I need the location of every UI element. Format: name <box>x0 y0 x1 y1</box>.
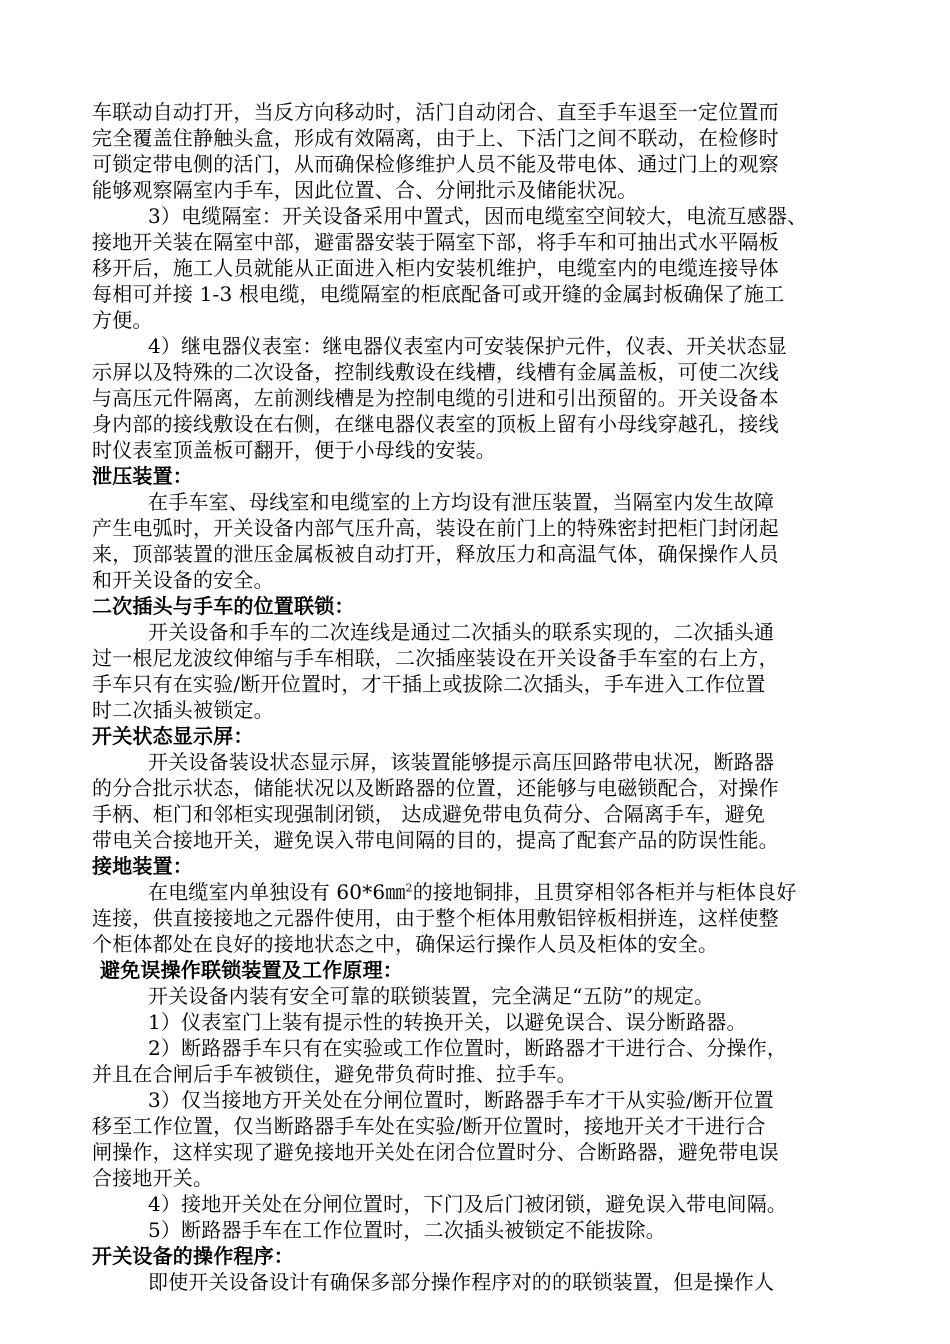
section-heading: 开关状态显示屏： <box>92 724 254 748</box>
text-line: 可锁定带电侧的活门，从而确保检修维护人员不能及带电体、通过门上的观察 <box>92 152 779 176</box>
text-line: 过一根尼龙波纹伸缩与手车相联，二次插座装设在开关设备手车室的右上方， <box>92 646 779 670</box>
text-line: 移开后，施工人员就能从正面进入柜内安装机维护，电缆室内的电缆连接导体 <box>92 256 779 280</box>
text-line: 开关设备内装有安全可靠的联锁装置，完全满足“五防”的规定。 <box>148 984 715 1008</box>
text-line: 车联动自动打开，当反方向移动时，活门自动闭合、直至手车退至一定位置而 <box>92 100 779 124</box>
text-line: 的分合批示状态，储能状况以及断路器的位置，还能够与电磁锁配合，对操作 <box>92 776 779 800</box>
text-line: 带电关合接地开关，避免误入带电间隔的目的，提高了配套产品的防误性能。 <box>92 828 779 852</box>
text-line: 时二次插头被锁定。 <box>92 698 274 722</box>
superscript: 2 <box>405 881 413 895</box>
text-line: 来，顶部装置的泄压金属板被自动打开，释放压力和高温气体，确保操作人员 <box>92 542 779 566</box>
text-line: 与高压元件隔离，左前测线槽是为控制电缆的引进和引出预留的。开关设备本 <box>92 386 779 410</box>
text-line: 能够观察隔室内手车，因此位置、合、分闸批示及储能状况。 <box>92 178 638 202</box>
text-line: 手柄、柜门和邻柜实现强制闭锁， 达成避免带电负荷分、合隔离手车，避免 <box>92 802 766 826</box>
text-line: 连接，供直接接地之元器件使用，由于整个柜体用敷铝锌板相拼连，这样使整 <box>92 906 779 930</box>
text-line <box>148 879 797 905</box>
text-line: 并且在合闸后手车被锁住，避免带负荷时推、拉手车。 <box>92 1062 577 1086</box>
text-line: 示屏以及特殊的二次设备，控制线敷设在线槽，线槽有金属盖板，可使二次线 <box>92 360 779 384</box>
text-line: 开关设备装设状态显示屏，该装置能够提示高压回路带电状况，断路器 <box>148 750 775 774</box>
text-line: 接地开关装在隔室中部，避雷器安装于隔室下部，将手车和可抽出式水平隔板 <box>92 230 779 254</box>
section-heading: 接地装置： <box>92 854 193 878</box>
text-line: 每相可并接 1-3 根电缆，电缆隔室的柜底配备可或开缝的金属封板确保了施工 <box>92 282 785 306</box>
text-line: 和开关设备的安全。 <box>92 568 274 592</box>
text-line: 1）仪表室门上装有提示性的转换开关，以避免误合、误分断路器。 <box>148 1010 747 1034</box>
text-line: 方便。 <box>92 308 153 332</box>
text-line: 完全覆盖住静触头盒，形成有效隔离，由于上、下活门之间不联动，在检修时 <box>92 126 779 150</box>
section-heading: 避免误操作联锁装置及工作原理： <box>100 958 403 982</box>
section-heading: 二次插头与手车的位置联锁： <box>92 594 355 618</box>
text-line: 5）断路器手车在工作位置时，二次插头被锁定不能拔除。 <box>148 1218 666 1242</box>
text-line: 开关设备和手车的二次连线是通过二次插头的联系实现的，二次插头通 <box>148 620 775 644</box>
text-line: 3）电缆隔室：开关设备采用中置式，因而电缆室空间较大，电流互感器、 <box>148 204 808 228</box>
text-span: 在电缆室内单独设有 60*6㎜ <box>148 880 406 904</box>
text-line: 闸操作，这样实现了避免接地开关处在闭合位置时分、合断路器，避免带电误 <box>92 1140 779 1164</box>
text-line: 产生电弧时，开关设备内部气压升高，装设在前门上的特殊密封把柜门封闭起 <box>92 516 779 540</box>
text-line: 合接地开关。 <box>92 1166 214 1190</box>
text-line: 即使开关设备设计有确保多部分操作程序对的的联锁装置，但是操作人 <box>148 1270 775 1294</box>
text-line: 手车只有在实验/断开位置时，才干插上或拔除二次插头，手车进入工作位置 <box>92 672 766 696</box>
text-line: 个柜体都处在良好的接地状态之中，确保运行操作人员及柜体的安全。 <box>92 932 719 956</box>
text-line: 在手车室、母线室和电缆室的上方均设有泄压装置，当隔室内发生故障 <box>148 490 775 514</box>
section-heading: 泄压装置： <box>92 464 193 488</box>
text-line: 3）仅当接地方开关处在分闸位置时，断路器手车才干从实验/断开位置 <box>148 1088 774 1112</box>
section-heading: 开关设备的操作程序： <box>92 1244 294 1268</box>
text-span: 的接地铜排，且贯穿相邻各柜并与柜体良好 <box>412 880 797 904</box>
text-line: 4）接地开关处在分闸位置时，下门及后门被闭锁，避免误入带电间隔。 <box>148 1192 788 1216</box>
text-line: 移至工作位置，仅当断路器手车处在实验/断开位置时，接地开关才干进行合 <box>92 1114 766 1138</box>
text-line: 2）断路器手车只有在实验或工作位置时，断路器才干进行合、分操作， <box>148 1036 788 1060</box>
text-line: 时仪表室顶盖板可翻开，便于小母线的安装。 <box>92 438 496 462</box>
text-line: 身内部的接线敷设在右侧，在继电器仪表室的顶板上留有小母线穿越孔，接线 <box>92 412 779 436</box>
text-line: 4）继电器仪表室：继电器仪表室内可安装保护元件，仪表、开关状态显 <box>148 334 788 358</box>
